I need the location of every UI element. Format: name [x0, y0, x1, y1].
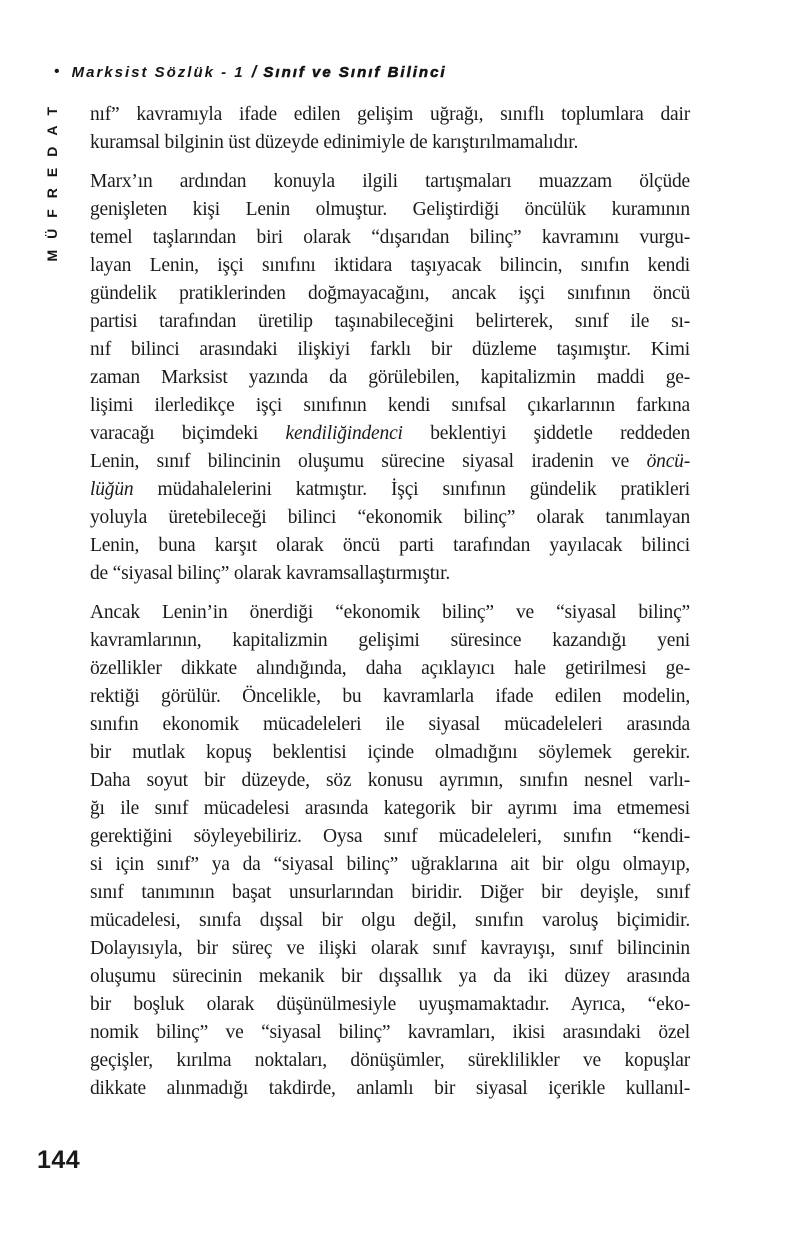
- text-line: özellikler dikkate alındığında, daha açıklayıcı hale getirilmesi ge-: [90, 658, 690, 679]
- text-line: layan Lenin, işçi sınıfını iktidara taşıyacak bilincin, sınıfın kendi: [90, 255, 690, 276]
- body-text: [90, 101, 690, 1114]
- text-line: gündelik pratiklerinden doğmayacağını, ancak işçi sınıfının öncü: [90, 283, 690, 304]
- text-line: yoluyla üretebileceği bilinci “ekonomik bilinç” olarak tanımlayan: [90, 507, 690, 528]
- page-number: 144: [37, 1146, 81, 1174]
- header-separator: /: [251, 62, 257, 81]
- running-head: [54, 62, 447, 82]
- text-line: rektiği görülür. Öncelikle, bu kavramlarla ifade edilen modelin,: [90, 686, 690, 707]
- text-line: Daha soyut bir düzeyde, söz konusu ayrımın, sınıfın nesnel varlı-: [90, 770, 690, 791]
- text-line: Dolayısıyla, bir süreç ve ilişki olarak sınıf kavrayışı, sınıf bilincinin: [90, 938, 690, 959]
- paragraph: [90, 599, 690, 1103]
- text-line: nıf bilinci arasındaki ilişkiyi farklı bir düzleme taşımıştır. Kimi: [90, 339, 690, 360]
- text-line: si için sınıf” ya da “siyasal bilinç” uğraklarına ait bir olgu olmayıp,: [90, 854, 690, 875]
- text-line: partisi tarafından üretilip taşınabileceğini belirterek, sınıf ile sı-: [90, 311, 690, 332]
- text-line: dikkate alınmadığı takdirde, anlamlı bir siyasal içerikle kullanıl-: [90, 1078, 690, 1099]
- header-entry-title: Sınıf ve Sınıf Bilinci: [263, 64, 447, 81]
- text-line: temel taşlarından biri olarak “dışarıdan bilinç” kavramını vurgu-: [90, 227, 690, 248]
- text-line: nomik bilinç” ve “siyasal bilinç” kavramları, ikisi arasındaki özel: [90, 1022, 690, 1043]
- text-line: kavramlarının, kapitalizmin gelişimi süresince kazandığı yeni: [90, 630, 690, 651]
- paragraph: [90, 168, 690, 588]
- text-line: oluşumu sürecinin mekanik bir dışsallık ya da iki düzey arasında: [90, 966, 690, 987]
- text-line: gerektiğini söyleyebiliriz. Oysa sınıf mücadeleleri, sınıfın “kendi-: [90, 826, 690, 847]
- text-line: ğı ile sınıf mücadelesi arasında kategorik bir ayrımı ima etmemesi: [90, 798, 690, 819]
- text-line: de “siyasal bilinç” olarak kavramsallaştırmıştır.: [90, 563, 451, 584]
- text-line: genişleten kişi Lenin olmuştur. Geliştirdiği öncülük kuramının: [90, 199, 690, 220]
- text-line: bir mutlak kopuş beklentisi içinde olmadığını söylemek gerekir.: [90, 742, 690, 763]
- text-line: lüğün müdahalelerini katmıştır. İşçi sınıfının gündelik pratikleri: [90, 479, 690, 500]
- text-line: lişimi ilerledikçe işçi sınıfının kendi sınıfsal çıkarlarının farkına: [90, 395, 690, 416]
- text-line: Marx’ın ardından konuyla ilgili tartışmaları muazzam ölçüde: [90, 171, 690, 192]
- margin-label-mufredat: MÜFREDAT: [44, 96, 60, 262]
- text-line: sınıfın ekonomik mücadeleleri ile siyasal mücadeleleri arasında: [90, 714, 690, 735]
- text-line: nıf” kavramıyla ifade edilen gelişim uğrağı, sınıflı toplumlara dair: [90, 104, 690, 125]
- text-line: bir boşluk olarak düşünülmesiyle uyuşmamaktadır. Ayrıca, “eko-: [90, 994, 690, 1015]
- header-bullet-icon: •: [54, 63, 60, 80]
- text-line: zaman Marksist yazında da görülebilen, kapitalizmin maddi ge-: [90, 367, 690, 388]
- text-line: Lenin, buna karşıt olarak öncü parti tarafından yayılacak bilinci: [90, 535, 690, 556]
- text-line: mücadelesi, sınıfa dışsal bir olgu değil, sınıfın varoluş biçimidir.: [90, 910, 690, 931]
- text-line: Lenin, sınıf bilincinin oluşumu sürecine siyasal iradenin ve öncü-: [90, 451, 690, 472]
- header-series-title: Marksist Sözlük - 1: [71, 64, 245, 81]
- paragraph: [90, 101, 690, 157]
- text-line: kuramsal bilginin üst düzeyde edinimiyle de karıştırılmamalıdır.: [90, 132, 579, 153]
- text-line: sınıf tanımının başat unsurlarından biridir. Diğer bir deyişle, sınıf: [90, 882, 690, 903]
- text-line: geçişler, kırılma noktaları, dönüşümler, süreklilikler ve kopuşlar: [90, 1050, 690, 1071]
- text-line: Ancak Lenin’in önerdiği “ekonomik bilinç” ve “siyasal bilinç”: [90, 602, 690, 623]
- text-line: varacağı biçimdeki kendiliğindenci beklentiyi şiddetle reddeden: [90, 423, 691, 444]
